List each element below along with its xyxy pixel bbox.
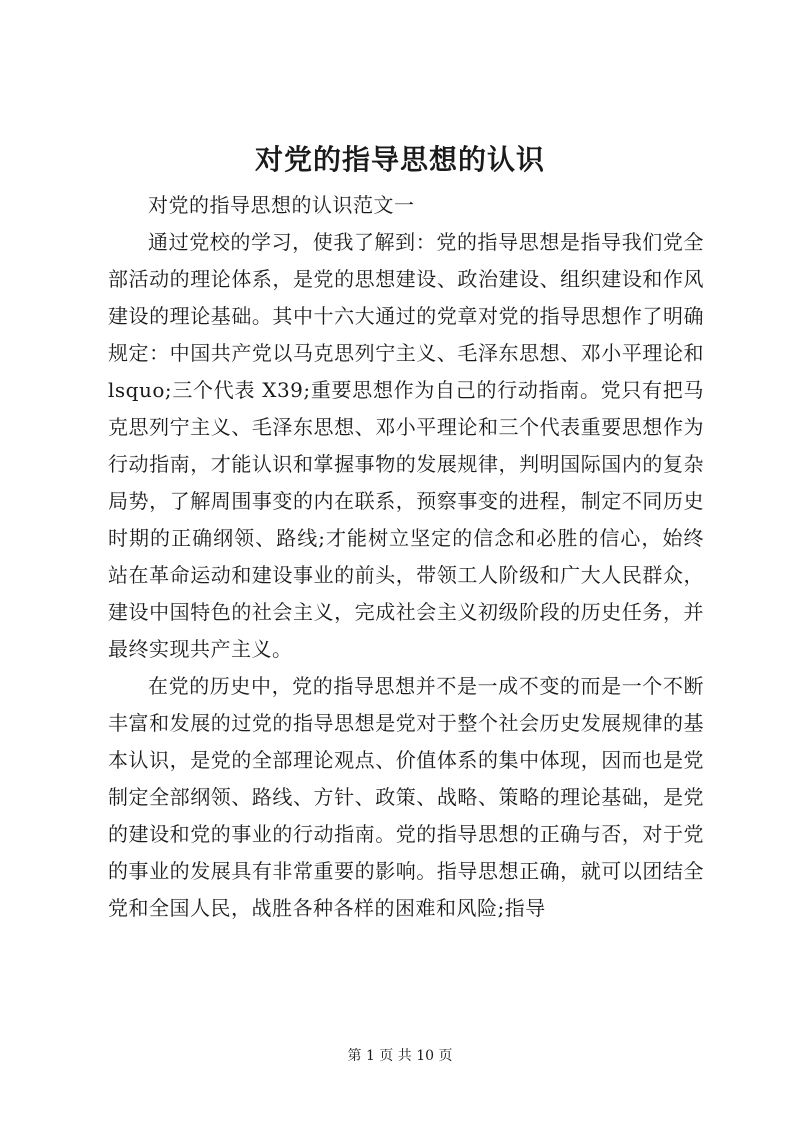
document-body <box>108 187 704 927</box>
page-number-footer: 第 1 页 共 10 页 <box>347 1048 453 1064</box>
body-paragraph-1: 通过党校的学习，使我了解到：党的指导思想是指导我们党全部活动的理论体系，是党的思想建设、政治建设、组织建设和作风建设的理论基础。其中十六大通过的党章对党的指导思想作了明确规定：中国共产党以马克思列宁主义、毛泽东思想、邓小平理论和 lsquo;三个代表 X39;重要思想作为自己的行动指南。党只有把马克思列宁主义、毛泽东思想、邓小平理论和三个代表重要思想作为行动指南，才能认识和掌握事物的发展规律，判明国际国内的复杂局势，了解周围事变的内在联系，预察事变的进程，制定不同历史时期的正确纲领、路线;才能树立坚定的信念和必胜的信心，始终站在革命运动和建设事业的前头，带领工人阶级和广大人民群众，建设中国特色的社会主义，完成社会主义初级阶段的历史任务，并最终实现共产主义。 <box>108 230 704 661</box>
body-paragraph-2: 在党的历史中，党的指导思想并不是一成不变的而是一个不断丰富和发展的过党的指导思想是党对于整个社会历史发展规律的基本认识，是党的全部理论观点、价值体系的集中体现，因而也是党制定全部纲领、路线、方针、政策、战略、策略的理论基础，是党的建设和党的事业的行动指南。党的指导思想的正确与否，对于党的事业的发展具有非常重要的影响。指导思想正确，就可以团结全党和全国人民，战胜各种各样的困难和风险;指导 <box>108 674 704 920</box>
subtitle-paragraph: 对党的指导思想的认识范文一 <box>148 193 415 217</box>
document-title: 对党的指导思想的认识 <box>254 143 545 176</box>
